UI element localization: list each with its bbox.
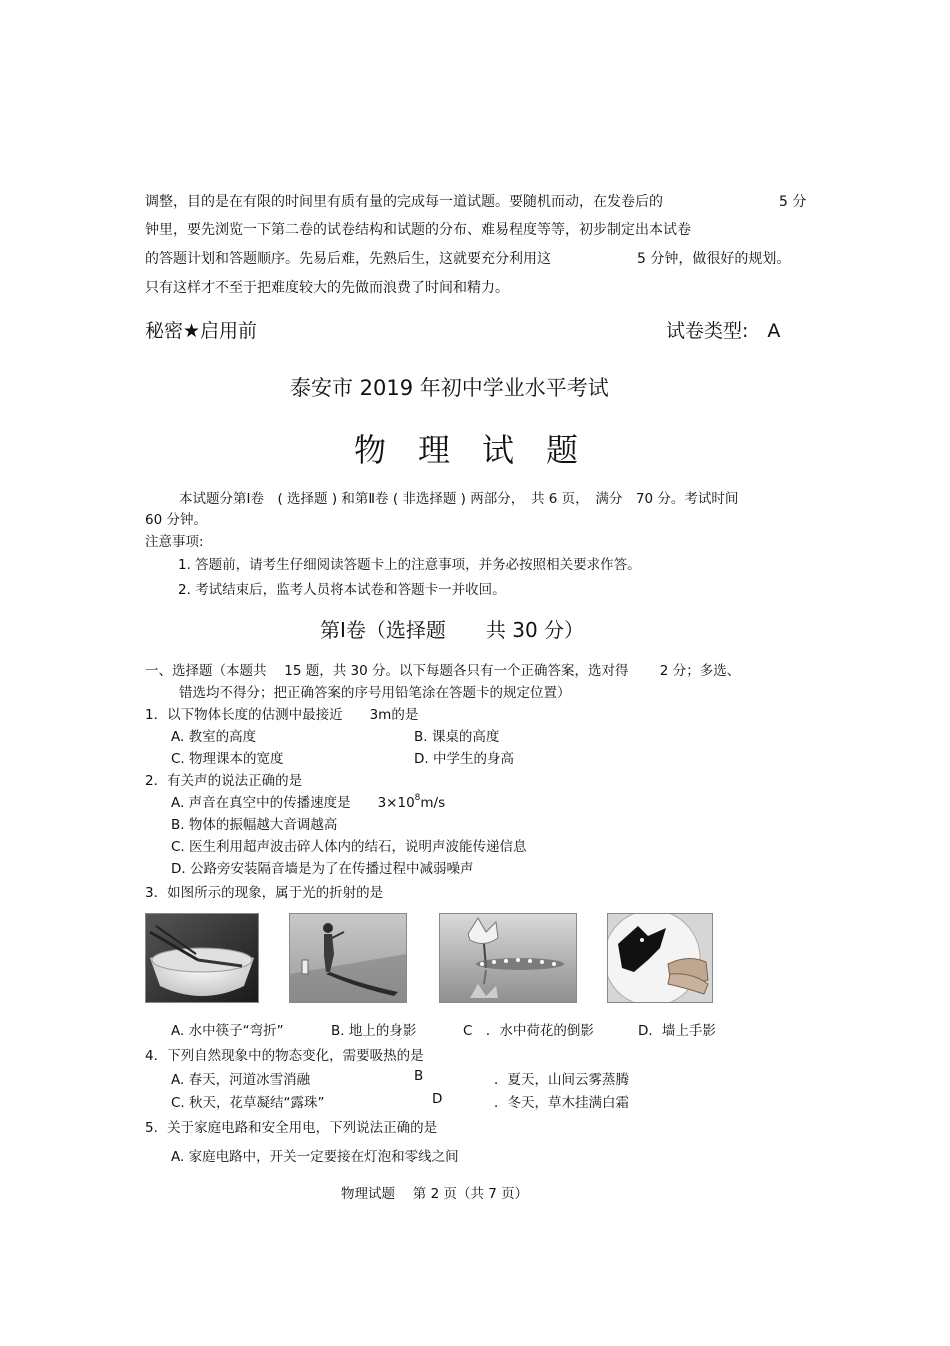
q3-option-a: A. 水中筷子“弯折” — [171, 1023, 284, 1039]
note-1: 1. 答题前，请考生仔细阅读答题卡上的注意事项，并务必按照相关要求作答。 — [178, 557, 641, 573]
intro-line-1-tail: 5 分 — [779, 194, 807, 210]
intro-line-3-tail: 5 分钟，做很好的规划。 — [637, 251, 791, 267]
q1-option-d: D. 中学生的身高 — [414, 751, 514, 767]
notes-title: 注意事项: — [145, 534, 204, 550]
photo-ground-shadow — [289, 913, 407, 1003]
photo-bent-chopsticks — [145, 913, 259, 1003]
q1-option-a: A. 教室的高度 — [171, 729, 257, 745]
q4-option-a: A. 春天，河道冰雪消融 — [171, 1072, 311, 1088]
q1-option-c: C. 物理课本的宽度 — [171, 751, 284, 767]
q5-stem: 5．关于家庭电路和安全用电，下列说法正确的是 — [145, 1120, 438, 1136]
q4-option-b-letter: B — [414, 1068, 424, 1084]
secret-label: 秘密★启用前 — [145, 320, 258, 342]
q2-option-d: D. 公路旁安装隔音墙是为了在传播过程中减弱噪声 — [171, 861, 474, 877]
q4-option-d-letter: D — [432, 1091, 443, 1107]
q2-option-a — [171, 791, 445, 811]
q2-option-a-unit: m/s — [420, 795, 446, 811]
info-line-2: 60 分钟。 — [145, 512, 207, 528]
section-title: 第Ⅰ卷（选择题 共 30 分） — [320, 618, 585, 642]
q1-stem: 1．以下物体长度的估测中最接近 3m的是 — [145, 707, 419, 723]
intro-line-2: 钟里，要先浏览一下第二卷的试卷结构和试题的分布、难易程度等等，初步制定出本试卷 — [145, 222, 691, 238]
note-2: 2. 考试结束后，监考人员将本试卷和答题卡一并收回。 — [178, 582, 506, 598]
intro-line-1: 调整，目的是在有限的时间里有质有量的完成每一道试题。要随机而动，在发卷后的 — [145, 194, 663, 210]
section-instruction-2: 错选均不得分；把正确答案的序号用铅笔涂在答题卡的规定位置） — [179, 685, 571, 701]
q3-option-c: C ．水中荷花的倒影 — [463, 1023, 594, 1039]
q4-option-d: ．冬天，草木挂满白霜 — [494, 1095, 629, 1111]
q5-option-a: A. 家庭电路中，开关一定要接在灯泡和零线之间 — [171, 1149, 459, 1165]
q4-option-b: ．夏天，山间云雾蒸腾 — [494, 1072, 629, 1088]
q2-stem: 2．有关声的说法正确的是 — [145, 773, 303, 789]
paper-type: 试卷类型: A — [666, 320, 781, 342]
photo-lotus-reflection — [439, 913, 577, 1003]
q2-option-a-exponent: 8 — [414, 793, 421, 803]
q2-option-a-pre: A. 声音在真空中的传播速度是 3×10 — [171, 795, 415, 811]
intro-line-3: 的答题计划和答题顺序。先易后难，先熟后生，这就要充分利用这 — [145, 251, 551, 267]
intro-line-4: 只有这样才不至于把难度较大的先做而浪费了时间和精力。 — [145, 280, 509, 296]
subject-title: 物 理 试 题 — [354, 431, 579, 469]
q1-option-b: B. 课桌的高度 — [414, 729, 500, 745]
q2-option-b: B. 物体的振幅越大音调越高 — [171, 817, 338, 833]
q3-option-d: D．墙上手影 — [638, 1023, 716, 1039]
page-footer: 物理试题 第 2 页（共 7 页） — [341, 1186, 529, 1202]
q4-option-c: C. 秋天，花草凝结“露珠” — [171, 1095, 325, 1111]
section-instruction-1: 一、选择题（本题共 15 题，共 30 分。以下每题各只有一个正确答案，选对得 2 分；多选、 — [145, 663, 741, 679]
q3-stem: 3．如图所示的现象，属于光的折射的是 — [145, 885, 384, 901]
q3-option-b: B. 地上的身影 — [331, 1023, 417, 1039]
q4-stem: 4．下列自然现象中的物态变化，需要吸热的是 — [145, 1048, 424, 1064]
q2-option-c: C. 医生利用超声波击碎人体内的结石，说明声波能传递信息 — [171, 839, 527, 855]
photo-hand-shadow — [607, 913, 713, 1003]
info-line-1: 本试题分第Ⅰ卷 ( 选择题 ) 和第Ⅱ卷 ( 非选择题 ) 两部分， 共 6 页， 满分 70 分。考试时间 — [179, 491, 739, 507]
exam-title: 泰安市 2019 年初中学业水平考试 — [290, 376, 609, 400]
